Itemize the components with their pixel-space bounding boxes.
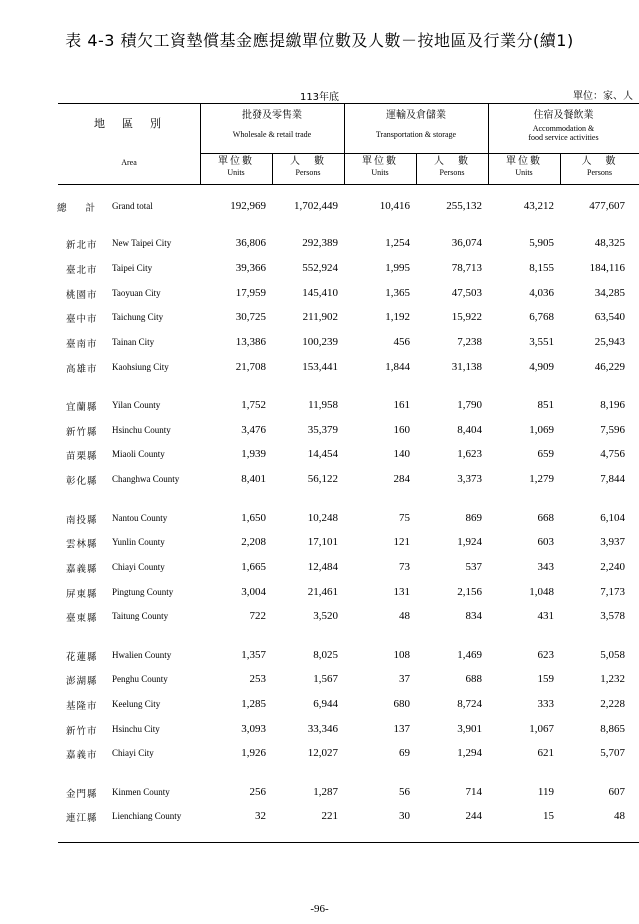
value-cell: 8,865 [600,723,625,735]
table-row [0,698,639,712]
area-name: 苗栗縣 [66,451,98,462]
area-name: 總 計 [57,203,96,214]
value-cell: 12,027 [307,747,338,759]
value-cell: 1,939 [241,448,266,460]
table-row [0,424,639,438]
subheader-en: Units [371,167,389,177]
value-cell: 4,036 [529,287,554,299]
period-label: 113年底 [299,92,340,103]
value-cell: 7,238 [457,336,482,348]
area-name-en: Hsinchu City [112,724,160,734]
value-cell: 211,902 [302,311,338,323]
value-cell: 1,790 [457,399,482,411]
value-cell: 21,461 [307,586,338,598]
value-cell: 343 [537,561,554,573]
value-cell: 1,623 [457,448,482,460]
area-name-en: Pingtung County [112,587,174,597]
value-cell: 13,386 [235,336,266,348]
value-cell: 10,248 [307,512,338,524]
subheader-zh: 單位數 [218,156,254,167]
value-cell: 1,665 [241,561,266,573]
area-name: 臺東縣 [66,613,98,624]
page-number: -96- [310,903,329,915]
area-name-en: Yunlin County [112,537,165,547]
value-cell: 1,279 [529,473,554,485]
area-name: 金門縣 [66,789,98,800]
value-cell: 56,122 [307,473,338,485]
value-cell: 3,373 [457,473,482,485]
value-cell: 161 [393,399,410,411]
subheader-zh: 人 數 [581,156,618,167]
table-row [0,336,639,350]
area-name: 澎湖縣 [66,676,98,687]
value-cell: 36,074 [451,237,482,249]
value-cell: 5,707 [600,747,625,759]
value-cell: 1,702,449 [294,200,338,212]
value-cell: 6,768 [529,311,554,323]
grand-total-row [0,200,639,214]
value-cell: 7,596 [600,424,625,436]
table-row [0,649,639,663]
value-cell: 34,285 [594,287,625,299]
table-row [0,262,639,276]
area-name-en: Hsinchu County [112,425,171,435]
table-row [0,536,639,550]
value-cell: 1,995 [385,262,410,274]
value-cell: 73 [399,561,410,573]
area-name: 新竹縣 [66,427,98,438]
value-cell: 32 [255,810,266,822]
area-name: 花蓮縣 [66,652,98,663]
value-cell: 1,469 [457,649,482,661]
area-name: 基隆市 [66,701,98,712]
table-row [0,610,639,624]
value-cell: 47,503 [451,287,482,299]
industry-name-en: Accommodation & [532,123,595,133]
area-name-en: Taoyuan City [112,288,161,298]
value-cell: 1,048 [529,586,554,598]
value-cell: 4,756 [600,448,625,460]
table-row [0,311,639,325]
subheader-en: Persons [295,167,321,177]
area-header: 地 區 別 [94,117,164,130]
table-title: 表 4-3 積欠工資墊償基金應提繳單位數及人數－按地區及行業分(續1) [65,31,574,50]
area-name-en: Tainan City [112,337,155,347]
value-cell: 1,365 [385,287,410,299]
area-name: 新竹市 [66,726,98,737]
area-name-en: Taipei City [112,263,153,273]
area-name-en: Miaoli County [112,449,165,459]
subheader-en: Units [227,167,245,177]
value-cell: 48 [614,810,625,822]
value-cell: 552,924 [302,262,338,274]
value-cell: 2,156 [457,586,482,598]
table-row [0,723,639,737]
value-cell: 153,441 [302,361,338,373]
value-cell: 1,069 [529,424,554,436]
industry-name: 住宿及餐飲業 [533,110,594,121]
value-cell: 17,101 [307,536,338,548]
industry-name: 批發及零售業 [242,110,302,121]
table-row [0,673,639,687]
area-name: 嘉義市 [66,750,98,761]
value-cell: 63,540 [594,311,625,323]
value-cell: 1,924 [457,536,482,548]
value-cell: 3,476 [241,424,266,436]
area-name-en: Kinmen County [112,787,170,797]
value-cell: 131 [393,586,410,598]
value-cell: 1,254 [385,237,410,249]
value-cell: 48 [399,610,410,622]
table-row [0,810,639,824]
value-cell: 1,232 [600,673,625,685]
subheader-persons [272,156,344,177]
value-cell: 3,937 [600,536,625,548]
table-row [0,512,639,526]
value-cell: 8,724 [457,698,482,710]
value-cell: 30,725 [235,311,266,323]
value-cell: 2,228 [600,698,625,710]
value-cell: 1,650 [241,512,266,524]
value-cell: 688 [465,673,482,685]
area-name-en: Yilan County [112,400,161,410]
value-cell: 1,287 [313,786,338,798]
area-name-en: New Taipei City [112,238,172,248]
value-cell: 46,229 [594,361,625,373]
area-name: 宜蘭縣 [66,402,98,413]
value-cell: 159 [537,673,554,685]
value-cell: 5,058 [600,649,625,661]
value-cell: 140 [393,448,410,460]
value-cell: 3,578 [600,610,625,622]
area-name-en: Chiayi County [112,562,165,572]
value-cell: 15,922 [451,311,482,323]
unit-label: 單位：家、人 [573,91,633,102]
value-cell: 607 [608,786,625,798]
subheader-en: Persons [439,167,465,177]
table-row [0,399,639,413]
value-cell: 184,116 [589,262,625,274]
value-cell: 623 [537,649,554,661]
table-bottom-rule [58,842,639,843]
value-cell: 48,325 [594,237,625,249]
value-cell: 37 [399,673,410,685]
value-cell: 869 [465,512,482,524]
value-cell: 3,520 [313,610,338,622]
area-name: 臺北市 [66,265,98,276]
value-cell: 477,607 [589,200,625,212]
value-cell: 25,943 [594,336,625,348]
value-cell: 69 [399,747,410,759]
area-name: 臺中市 [66,314,98,325]
subheader-en: Units [515,167,533,177]
value-cell: 256 [249,786,266,798]
value-cell: 7,173 [600,586,625,598]
area-name-en: Kaohsiung City [112,362,169,372]
value-cell: 722 [249,610,266,622]
value-cell: 1,844 [385,361,410,373]
area-name-en: Taichung City [112,312,164,322]
area-name-en: Taitung County [112,611,169,621]
value-cell: 1,357 [241,649,266,661]
value-cell: 714 [465,786,482,798]
value-cell: 7,844 [600,473,625,485]
subheader-zh: 人 數 [290,156,326,167]
value-cell: 17,959 [235,287,266,299]
value-cell: 2,208 [241,536,266,548]
value-cell: 255,132 [446,200,482,212]
value-cell: 108 [393,649,410,661]
value-cell: 3,093 [241,723,266,735]
subheader-zh: 單位數 [506,156,542,167]
value-cell: 137 [393,723,410,735]
area-name-en: Lienchiang County [112,811,182,821]
table-row [0,786,639,800]
value-cell: 36,806 [235,237,266,249]
area-name-en: Keelung City [112,699,161,709]
value-cell: 192,969 [230,200,266,212]
header-top-rule [58,103,639,104]
table-row [0,448,639,462]
area-name-en: Changhwa County [112,474,180,484]
subheader-persons [560,156,639,177]
value-cell: 6,104 [600,512,625,524]
value-cell: 6,944 [313,698,338,710]
value-cell: 1,294 [457,747,482,759]
value-cell: 680 [393,698,410,710]
industry-header-wholesale [200,110,344,139]
value-cell: 668 [537,512,554,524]
table-row [0,287,639,301]
value-cell: 851 [537,399,554,411]
value-cell: 1,067 [529,723,554,735]
area-name: 桃園市 [66,290,98,301]
header-bottom-rule [58,184,639,185]
value-cell: 8,401 [241,473,266,485]
value-cell: 456 [393,336,410,348]
value-cell: 3,004 [241,586,266,598]
value-cell: 14,454 [307,448,338,460]
table-row [0,473,639,487]
divider [200,153,639,154]
value-cell: 78,713 [451,262,482,274]
subheader-units [488,156,560,177]
area-name: 彰化縣 [66,476,98,487]
area-name: 新北市 [66,240,98,251]
value-cell: 659 [537,448,554,460]
value-cell: 119 [537,786,554,798]
area-name: 雲林縣 [66,539,98,550]
value-cell: 3,551 [529,336,554,348]
subheader-units [344,156,416,177]
value-cell: 1,567 [313,673,338,685]
subheader-zh: 單位數 [362,156,398,167]
value-cell: 1,926 [241,747,266,759]
value-cell: 333 [537,698,554,710]
value-cell: 1,192 [385,311,410,323]
value-cell: 431 [537,610,554,622]
area-name-en: Hwalien County [112,650,172,660]
value-cell: 56 [399,786,410,798]
table-row [0,586,639,600]
industry-header-accommodation [488,110,639,142]
subheader-en: Persons [587,167,612,177]
area-name: 屏東縣 [66,589,98,600]
value-cell: 253 [249,673,266,685]
value-cell: 15 [543,810,554,822]
value-cell: 221 [321,810,338,822]
value-cell: 244 [465,810,482,822]
area-name-en: Nantou County [112,513,168,523]
value-cell: 2,240 [600,561,625,573]
area-header-en: Area [121,158,137,167]
value-cell: 43,212 [523,200,554,212]
value-cell: 1,752 [241,399,266,411]
value-cell: 8,196 [600,399,625,411]
industry-name-en-line2: food service activities [528,132,599,142]
value-cell: 75 [399,512,410,524]
value-cell: 1,285 [241,698,266,710]
value-cell: 5,905 [529,237,554,249]
area-name: 嘉義縣 [66,564,98,575]
value-cell: 145,410 [302,287,338,299]
table-row [0,561,639,575]
value-cell: 834 [465,610,482,622]
value-cell: 11,958 [308,399,338,411]
table-row [0,361,639,375]
value-cell: 31,138 [451,361,482,373]
value-cell: 537 [465,561,482,573]
value-cell: 100,239 [302,336,338,348]
value-cell: 8,155 [529,262,554,274]
value-cell: 10,416 [379,200,410,212]
value-cell: 35,379 [307,424,338,436]
value-cell: 121 [393,536,410,548]
value-cell: 30 [399,810,410,822]
industry-name-en: Wholesale & retail trade [232,129,312,139]
value-cell: 21,708 [235,361,266,373]
value-cell: 292,389 [302,237,338,249]
value-cell: 603 [537,536,554,548]
area-name: 南投縣 [66,515,98,526]
area-name: 臺南市 [66,339,98,350]
value-cell: 12,484 [307,561,338,573]
industry-name-en: Transportation & storage [375,129,457,139]
value-cell: 160 [393,424,410,436]
value-cell: 33,346 [307,723,338,735]
subheader-units [200,156,272,177]
value-cell: 3,901 [457,723,482,735]
table-row [0,237,639,251]
value-cell: 4,909 [529,361,554,373]
subheader-persons [416,156,488,177]
area-name-en: Penghu County [112,674,168,684]
subheader-zh: 人 數 [434,156,470,167]
area-name: 連江縣 [66,813,98,824]
value-cell: 39,366 [235,262,266,274]
industry-name: 運輸及倉儲業 [386,110,446,121]
value-cell: 621 [537,747,554,759]
value-cell: 284 [393,473,410,485]
value-cell: 8,404 [457,424,482,436]
area-name-en: Grand total [112,201,153,211]
value-cell: 8,025 [313,649,338,661]
industry-header-transport [344,110,488,139]
area-name: 高雄市 [66,364,98,375]
table-row [0,747,639,761]
area-name-en: Chiayi City [112,748,154,758]
